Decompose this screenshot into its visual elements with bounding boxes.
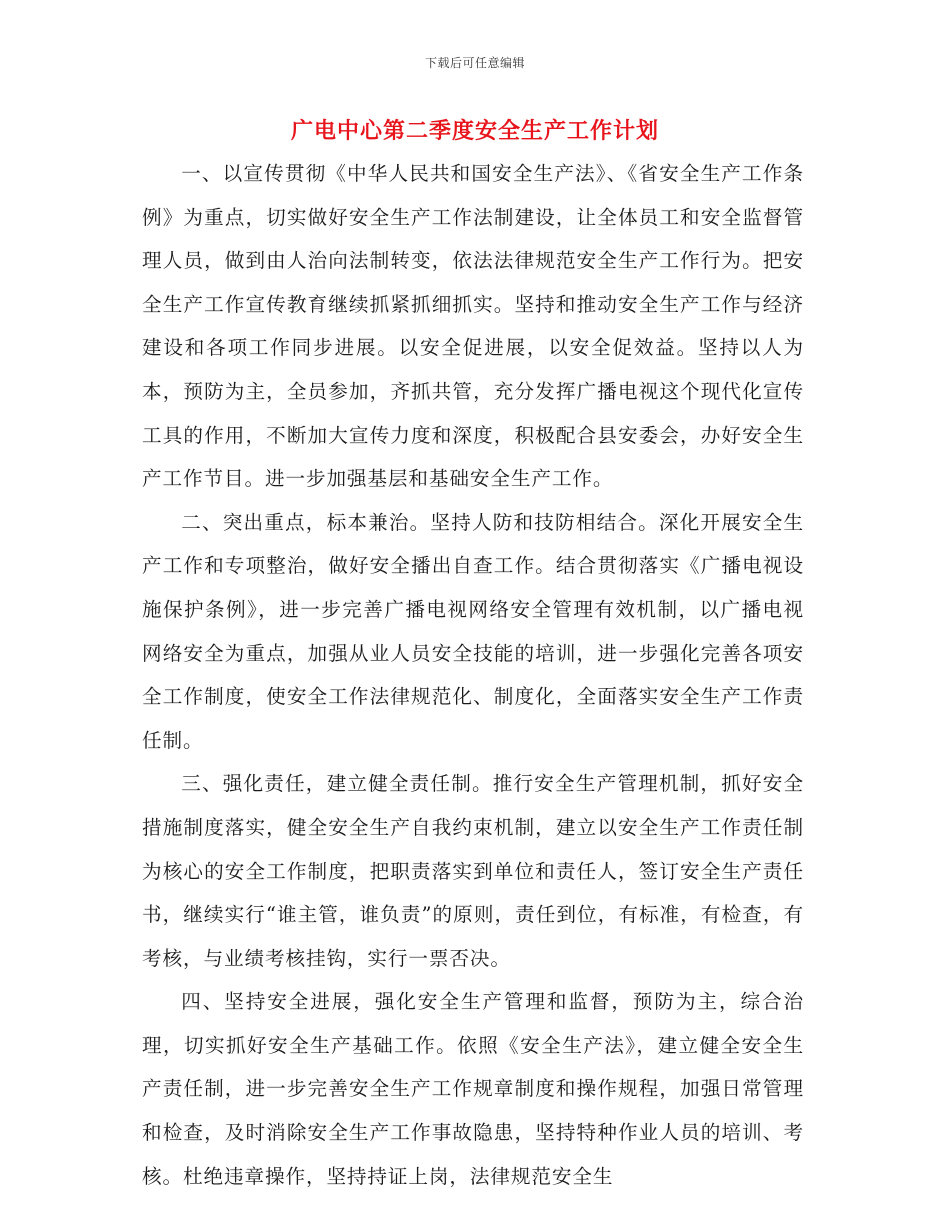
paragraph-1: 一、以宣传贯彻《中华人民共和国安全生产法》、《省安全生产工作条例》为重点，切实做好安全生产工作法制建设，让全体员工和安全监督管理人员，做到由人治向法制转变，依法法律规范安全生产工作行为。把安全生产工作宣传教育继续抓紧抓细抓实。坚持和推动安全生产工作与经济建设和各项工作同步进展。以安全促进展，以安全促效益。坚持以人为本，预防为主，全员参加，齐抓共管，充分发挥广播电视这个现代化宣传工具的作用，不断加大宣传力度和深度，积极配合县安委会，办好安全生产工作节目。进一步加强基层和基础安全生产工作。 [142, 162, 804, 491]
document-body [142, 152, 804, 1198]
header-note: 下载后可任意编辑 [424, 56, 525, 70]
paragraph-4: 四、坚持安全进展，强化安全生产管理和监督，预防为主，综合治理，切实抓好安全生产基础工作。依照《安全生产法》，建立健全安全生产责任制，进一步完善安全生产工作规章制度和操作规程，加强日常管理和检查，及时消除安全生产工作事故隐患，坚持特种作业人员的培训、考核。杜绝违章操作，坚持持证上岗，法律规范安全生 [142, 990, 804, 1188]
paragraph-2: 二、突出重点，标本兼治。坚持人防和技防相结合。深化开展安全生产工作和专项整治，做好安全播出自查工作。结合贯彻落实《广播电视设施保护条例》，进一步完善广播电视网络安全管理有效机制，以广播电视网络安全为重点，加强从业人员安全技能的培训，进一步强化完善各项安全工作制度，使安全工作法律规范化、制度化，全面落实安全生产工作责任制。 [142, 510, 804, 752]
document-title: 广电中心第二季度安全生产工作计划 [290, 118, 659, 144]
paragraph-3: 三、强化责任，建立健全责任制。推行安全生产管理机制，抓好安全措施制度落实，健全安全生产自我约束机制，建立以安全生产工作责任制为核心的安全工作制度，把职责落实到单位和责任人，签订安全生产责任书，继续实行“谁主管，谁负责”的原则，责任到位，有标准，有检查，有考核，与业绩考核挂钩，实行一票否决。 [142, 772, 804, 970]
